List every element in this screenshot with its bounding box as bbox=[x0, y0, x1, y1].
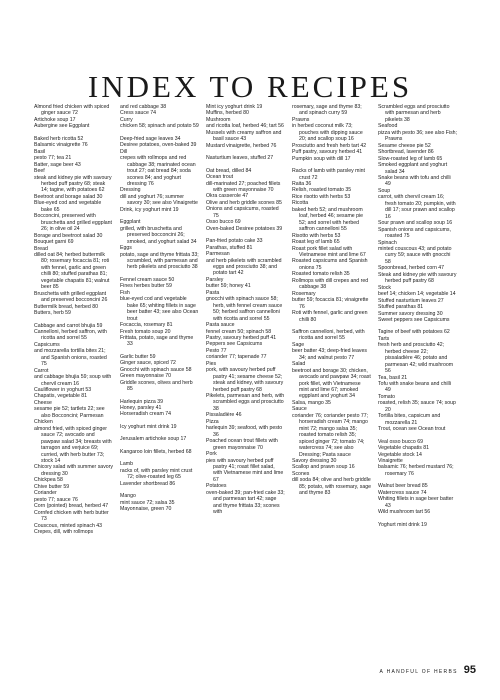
index-entry: harlequin 39; seafood, with pesto 36 bbox=[206, 425, 283, 438]
page-number: 95 bbox=[463, 664, 476, 676]
index-entry: and herb pikelets with scrambled eggs and prosciutto 38; and potato tart 42 bbox=[206, 257, 282, 277]
index-entry: Puff pastry, savoury herbed 41 bbox=[292, 149, 363, 156]
index-entry: Steak and kidney pie with savoury herbed puff pastry 68 bbox=[378, 271, 457, 285]
index-entry: Walnut beer bread 85 bbox=[378, 483, 428, 490]
index-entry: Basil bbox=[34, 148, 46, 155]
index-entry: Baked herb ricotta 52 bbox=[34, 135, 84, 142]
index-entry: Couscous, minted spinach 43 bbox=[34, 522, 103, 529]
index-entry: Spoonbread, herbed corn 47 bbox=[378, 265, 445, 272]
index-entry: oven-baked 39; pan-fried cake 33; and parmesan tart 42; sage and thyme frittata 33; scones with bbox=[206, 489, 285, 516]
index-entry: baked herb 52; and mushroom loaf, herbed 46; sesame pie 52; and sorrel with herbed saffron cannelloni 55 bbox=[292, 206, 364, 233]
index-entry: Eggplant bbox=[120, 219, 141, 226]
index-entry: Mussels with creamy saffron and basil sauce 43 bbox=[206, 129, 282, 143]
index-entry: Pasta sauce bbox=[206, 322, 235, 329]
index-entry: and mozzarella tortilla bites 21; and Spanish onions, roasted 75 bbox=[34, 348, 107, 368]
index-entry: beer batter 43; deep-fried leaves 34; and walnut pesto 77 bbox=[292, 348, 367, 361]
index-entry: Sweet peppers see Capsicums bbox=[378, 316, 450, 323]
index-entry: Green mayonnaise 70 bbox=[120, 373, 172, 380]
index-entry: Pesto 77 bbox=[206, 347, 227, 354]
index-entry: Blue-eyed cod and vegetable bake 65 bbox=[34, 200, 102, 213]
index-column-1 bbox=[34, 104, 113, 664]
index-entry: Saffron cannelloni, herbed, with ricotta and sorrel 55 bbox=[292, 328, 365, 342]
index-entry: Scones bbox=[292, 470, 310, 477]
index-entry: Racks of lamb with parsley mint crust 72 bbox=[292, 168, 365, 181]
index-entry: Seafood bbox=[378, 123, 398, 130]
index-entry: Smoked eggplant and yoghurt salad 34 bbox=[378, 162, 448, 175]
index-entry: Icy yoghurt mint drink 19 bbox=[120, 423, 177, 430]
index-entry: Capsicums bbox=[34, 341, 60, 348]
index-entry: crepes with rollmops and red cabbage 38; marinated ocean trout 27; oat bread 84; soda scones 84; and yoghurt dressing 76 bbox=[120, 155, 196, 187]
index-entry: Prosciutto and fresh herb tart 42 bbox=[292, 142, 367, 149]
index-entry: fresh herb and prosciutto 42; herbed cheese 22; pissaladière 46; potato and parmesan 42; wild mushroom 56 bbox=[378, 342, 454, 375]
index-entry: minted couscous 43; and potato curry 59; sauce with gnocchi 58 bbox=[378, 245, 452, 265]
index-entry: and ricotta loaf, herbed 46; tart 56 bbox=[206, 123, 284, 130]
index-column-3 bbox=[206, 104, 285, 664]
index-entry: grilled, with bruschetta and preserved bocconcini 26; smoked, and yoghurt salad 34 bbox=[120, 225, 197, 245]
index-entry: Tarts bbox=[378, 335, 390, 342]
index-entry: Osso bucco 69 bbox=[206, 219, 241, 226]
index-entry: Scallop and prawn soup 16 bbox=[292, 464, 355, 471]
index-entry: Onions and capsicums, roasted 75 bbox=[206, 206, 279, 219]
index-entry: Watercress sauce 74 bbox=[378, 489, 427, 496]
index-entry: Parathas, stuffed 81 bbox=[206, 244, 253, 251]
index-entry: Dill bbox=[120, 148, 128, 155]
index-entry: fennel cream 50; spinach 58 bbox=[206, 328, 272, 335]
index-entry: pesto 77; sauce 76 bbox=[34, 496, 78, 503]
index-entry: dill-marinated 27; poached fillets with green mayonnaise 70 bbox=[206, 180, 281, 193]
index-entry: Chapatis, vegetable 81 bbox=[34, 393, 88, 400]
index-entry: Mint icy yoghurt drink 19 bbox=[206, 104, 263, 110]
index-entry: Raita 36 bbox=[292, 180, 312, 187]
index-entry: Tortilla bites, capsicum and mozzarella 21 bbox=[378, 413, 441, 426]
index-entry: Okra casserole 47 bbox=[206, 193, 249, 200]
index-entry: Mushroom bbox=[206, 116, 231, 123]
index-entry: Beetroot and borage salad 30 bbox=[34, 193, 103, 200]
index-entry: racks of, with parsley mint crust 72; olive-roasted leg 65 bbox=[120, 467, 193, 481]
index-entry: Dressing bbox=[120, 187, 141, 194]
index-entry: Kangaroo loin fillets, herbed 68 bbox=[120, 448, 192, 455]
index-entry: dilled oat 84; herbed buttermilk 80; rosemary focaccia 81; roti with fennel, garlic and green chilli 80; stuffed parathas 81; vegetable chapatis 81; walnut beer 85 bbox=[34, 251, 110, 291]
index-entry: and cabbage bhujia 59; soup with chervil cream 16 bbox=[34, 374, 112, 387]
index-entry: Cauliflower in yoghurt 53 bbox=[34, 387, 92, 394]
index-entry: Shortbread, lavender 86 bbox=[378, 149, 434, 156]
index-entry: Eggs bbox=[120, 245, 132, 252]
index-entry: Pumpkin soup with dill 17 bbox=[292, 155, 351, 162]
index-entry: Tea, basil 21 bbox=[378, 374, 408, 381]
index-entry: Vegetable stock 14 bbox=[378, 451, 422, 458]
index-entry: Slow-roasted leg of lamb 65 bbox=[378, 155, 443, 162]
index-entry: Spinach bbox=[378, 239, 397, 246]
index-entry: Curry bbox=[120, 116, 133, 123]
index-entry: in herbed coconut milk 73; pouches with dipping sauce 20; and scallop soup 16 bbox=[292, 123, 363, 143]
index-entry: butter 59; honey 41 bbox=[206, 283, 251, 290]
index-entry: Cress sauce 74 bbox=[120, 110, 157, 117]
index-entry: Pan-fried potato cake 33 bbox=[206, 238, 263, 245]
index-entry: Artichoke soup 17 bbox=[34, 116, 76, 123]
index-entry: Pikelets, parmesan and herb, with scrambled eggs and prosciutto 38 bbox=[206, 393, 285, 412]
index-entry: Cabbage and carrot bhujia 59 bbox=[34, 322, 103, 329]
index-entry: Aubergine see Eggplant bbox=[34, 123, 90, 130]
index-entry: Mango bbox=[120, 493, 136, 500]
index-entry: Gnocchi with spinach sauce 58 bbox=[120, 366, 192, 373]
index-entry: Oven-baked Desiree potatoes 39 bbox=[206, 225, 283, 232]
index-entry: pesto 77; tea 21 bbox=[34, 155, 72, 162]
index-entry: gnocchi with spinach sauce 58; herb, with fennel cream sauce 50; herbed saffron cannelloni with ricotta and sorrel 55 bbox=[206, 296, 283, 322]
index-entry: Focaccia, rosemary 81 bbox=[120, 322, 173, 329]
index-entry: balsamic 76; herbed mustard 76; rosemary 76 bbox=[378, 464, 454, 477]
index-entry: Rosemary bbox=[292, 290, 316, 297]
index-entry: Chicken bbox=[34, 419, 53, 426]
index-entry: Salsa, mango 35 bbox=[292, 399, 331, 406]
index-entry: Spanish onions and capsicums, roasted 75 bbox=[378, 226, 451, 240]
index-entry: Cannelloni, herbed saffron, with ricotta and sorrel 55 bbox=[34, 328, 107, 342]
index-entry: Vegetable chapatis 81 bbox=[378, 445, 430, 452]
index-entry: beetroot and borage 30; chicken, avocado and pawpaw 34; roast pork fillet, with Vietnamese mint and lime 67; smoked eggplant and yoghurt 34 bbox=[292, 367, 371, 400]
page-footer bbox=[380, 664, 476, 676]
index-entry: Parsley bbox=[206, 276, 224, 283]
index-entry: Griddle scones, olives and herb 85 bbox=[120, 379, 193, 393]
index-entry: Oat bread, dilled 84 bbox=[206, 167, 252, 174]
index-entry: Peppers see Capsicums bbox=[206, 341, 263, 348]
index-entry: Crepes, dill, with rollmops bbox=[34, 529, 94, 535]
index-entry: Tofu with snake beans and chilli 49 bbox=[378, 381, 451, 394]
index-entry: Poached ocean trout fillets with green mayonnaise 70 bbox=[206, 438, 278, 451]
index-entry: sesame pie 52; tartlets 22; see also Bocconcini; Parmesan bbox=[34, 406, 105, 419]
index-entry: Bread bbox=[34, 245, 48, 252]
index-entry: Balsamic vinaigrette 76 bbox=[34, 142, 88, 149]
index-entry: Harlequin pizza 39 bbox=[120, 398, 163, 405]
index-entry: pies with savoury herbed puff pastry 41; roast fillet salad, with Vietnamese mint and lime 67 bbox=[206, 457, 284, 483]
index-columns bbox=[34, 104, 476, 664]
index-entry: Batter, sage beer 43 bbox=[34, 161, 81, 168]
index-entry: Tagine of beef with potatoes 62 bbox=[378, 329, 450, 336]
index-entry: Pasta bbox=[206, 289, 220, 296]
index-entry: Parmesan bbox=[206, 251, 230, 258]
index-entry: Bouquet garni 69 bbox=[34, 239, 74, 246]
index-entry: Soup bbox=[378, 187, 391, 194]
index-entry: steak and kidney pie with savoury herbed puff pastry 68; steak 14; tagine, with potatoes 62 bbox=[34, 174, 112, 194]
index-entry: Fresh tomato soup 20 bbox=[120, 328, 171, 335]
index-entry: Butters, herb 59 bbox=[34, 310, 71, 317]
index-entry: Frittata, potato, sage and thyme 33 bbox=[120, 334, 194, 348]
index-entry: Deep-fried sage leaves 34 bbox=[120, 135, 181, 142]
index-entry: Almond fried chicken with spiced ginger sauce 72 bbox=[34, 104, 110, 117]
index-entry: Ricotta bbox=[292, 200, 309, 207]
index-entry: Fish bbox=[120, 289, 130, 296]
index-entry: Coriander bbox=[34, 490, 57, 497]
index-entry: Summer savory dressing 30 bbox=[378, 310, 443, 317]
index-entry: coriander 77; tapenade 77 bbox=[206, 354, 267, 361]
index-entry: Muffins, herbed 80 bbox=[206, 110, 249, 117]
index-entry: Fennel cream sauce 50 bbox=[120, 276, 175, 283]
index-entry: blue-eyed cod and vegetable bake 65; whiting fillets in sage beer batter 43; see also Ocean trout bbox=[120, 296, 199, 322]
index-entry: almond fried, with spiced ginger sauce 72; avocado and pawpaw salad 34; breasts with tarragon and verjuice 69; curried, with herb butter 73; stock 14 bbox=[34, 425, 112, 465]
index-entry: Olive and herb griddle scones 85 bbox=[206, 199, 282, 206]
index-column-4 bbox=[292, 104, 371, 664]
index-entry: and red cabbage 38 bbox=[120, 104, 167, 110]
index-entry: Pies bbox=[206, 360, 217, 367]
index-entry: Cheese bbox=[34, 399, 52, 406]
index-entry: Roast pork fillet salad with Vietnamese mint and lime 67 bbox=[292, 245, 366, 258]
index-entry: Veal osso bucco 69 bbox=[378, 438, 423, 445]
index-entry: carrot, with chervil cream 16; fresh tomato 20; pumpkin, with dill 17; sour prawn and scallop 16 bbox=[378, 194, 456, 220]
index-entry: Sauce bbox=[292, 406, 307, 413]
index-entry: Salad bbox=[292, 361, 306, 368]
index-entry: potato, sage and thyme frittata 33; scrambled, with parmesan and herb pikelets and prosciutto 38 bbox=[120, 251, 199, 271]
index-entry: coriander 76; coriander pesto 77; horseradish cream 74; mango mint 72; mango salsa 35; roasted tomato relish 35; spiced ginger 72; tomato 74; watercress 74; see also Dressing; Pasta sauce bbox=[292, 412, 369, 458]
index-entry: Chicory salad with summer savory dressing 30 bbox=[34, 464, 113, 477]
index-entry: Corn (pointed) bread, herbed 47 bbox=[34, 503, 109, 510]
index-entry: Mustard vinaigrette, herbed 76 bbox=[206, 142, 277, 149]
index-entry: Chickpea 58 bbox=[34, 477, 63, 484]
index-entry: Lamb bbox=[120, 461, 133, 468]
index-entry: Relish, roasted tomato 35 bbox=[292, 187, 352, 194]
index-entry: butter 59; focaccia 81; vinaigrette 76 bbox=[292, 297, 369, 310]
index-entry: Whiting fillets in sage beer batter 43 bbox=[378, 496, 454, 509]
index-entry: Stock bbox=[378, 284, 391, 291]
index-entry: Desiree potatoes, oven-baked 39 bbox=[120, 142, 197, 149]
index-entry: Chive butter 59 bbox=[34, 483, 70, 490]
index-entry: Vinaigrette bbox=[378, 458, 403, 465]
index-entry: pizza with pesto 36; see also Fish; Prawns bbox=[378, 129, 457, 143]
index-entry: Yoghurt mint drink 19 bbox=[378, 521, 427, 528]
index-entry: Borage and beetroot salad 30 bbox=[34, 232, 103, 239]
index-entry: Cornfed chicken with herb butter 73 bbox=[34, 509, 109, 523]
index-entry: Sage bbox=[292, 341, 305, 348]
index-entry: Prawns bbox=[292, 116, 310, 123]
index-entry: Roasted capsicums and Spanish onions 75 bbox=[292, 258, 368, 271]
index-entry: dill and yoghurt 76; summer savory 30; see also Vinaigrette bbox=[120, 193, 198, 207]
index-entry: Trout, ocean see Ocean trout bbox=[378, 426, 446, 433]
index-entry: Risotto with herbs 53 bbox=[292, 232, 341, 239]
index-entry: Carrot bbox=[34, 367, 49, 374]
index-entry: Sesame cheese pie 52 bbox=[378, 142, 431, 149]
index-entry: Drink, icy yoghurt mint 19 bbox=[120, 206, 179, 213]
index-column-5 bbox=[378, 104, 457, 664]
index-column-2 bbox=[120, 104, 199, 664]
index-entry: Roast leg of lamb 65 bbox=[292, 239, 340, 246]
index-entry: Wild mushroom tart 56 bbox=[378, 509, 431, 516]
index-entry: Fines herbes butter 59 bbox=[120, 283, 172, 290]
index-entry: Scrambled eggs and prosciutto with parmesan and herb pikelets 38 bbox=[378, 104, 450, 123]
index-entry: roasted, relish 35; sauce 74; soup 20 bbox=[378, 400, 456, 413]
index-entry: Pastry, savoury herbed puff 41 bbox=[206, 334, 277, 341]
index-entry: Buttermilk bread, herbed 80 bbox=[34, 303, 99, 310]
index-entry: Ocean trout bbox=[206, 174, 234, 181]
index-entry: Stuffed nasturtium leaves 27 bbox=[378, 297, 444, 304]
index-entry: Pissaladière 46 bbox=[206, 412, 242, 419]
index-entry: rosemary, sage and thyme 83; and spinach curry 59 bbox=[292, 104, 362, 117]
index-entry: Beef bbox=[34, 168, 45, 175]
index-entry: Stuffed parathas 81 bbox=[378, 304, 424, 311]
index-entry: Horseradish cream 74 bbox=[120, 411, 172, 418]
index-entry: Mayonnaise, green 70 bbox=[120, 506, 172, 513]
index-entry: Pork bbox=[206, 451, 217, 458]
index-entry: Bruschetta with grilled eggplant and preserved bocconcini 26 bbox=[34, 290, 108, 304]
index-entry: beef 14; chicken 14; vegetable 14 bbox=[378, 291, 456, 298]
index-entry: Roti with fennel, garlic and green chilli 80 bbox=[292, 310, 368, 323]
index-entry: Honey, parsley 41 bbox=[120, 405, 162, 412]
index-entry: Jerusalem artichoke soup 17 bbox=[120, 436, 187, 443]
index-entry: chicken 58; spinach and potato 59 bbox=[120, 123, 199, 130]
index-entry: Lavender shortbread 86 bbox=[120, 480, 176, 487]
index-entry: Rice risotto with herbs 53 bbox=[292, 193, 351, 200]
index-entry: Bocconcini, preserved with bruschetta and grilled eggplant 26; in olive oil 24 bbox=[34, 213, 112, 233]
running-title: A HANDFUL OF HERBS bbox=[379, 669, 458, 675]
index-entry: Sour prawn and scallop soup 16 bbox=[378, 220, 453, 227]
index-entry: Garlic butter 59 bbox=[120, 353, 156, 360]
index-entry: Snake beans with tofu and chilli 49 bbox=[378, 174, 451, 188]
index-entry: Rollmops with dill crepes and red cabbage 38 bbox=[292, 277, 369, 291]
index-entry: Ginger sauce, spiced 72 bbox=[120, 360, 176, 367]
index-entry: Roasted tomato relish 35 bbox=[292, 271, 350, 278]
index-entry: Nasturtium leaves, stuffed 27 bbox=[206, 155, 274, 162]
index-entry: Tomato bbox=[378, 393, 396, 400]
index-entry: Pizza bbox=[206, 418, 219, 425]
index-entry: mint sauce 72; salsa 35 bbox=[120, 499, 175, 506]
index-entry: pork, with savoury herbed puff pastry 41; sesame cheese 52; steak and kidney, with savoury herbed puff pastry 68 bbox=[206, 367, 284, 393]
index-entry: Savory dressing 30 bbox=[292, 458, 337, 465]
index-entry: Potatoes bbox=[206, 483, 227, 490]
index-entry: dill soda 84; olive and herb griddle 85; potato, with rosemary, sage and thyme 83 bbox=[292, 477, 371, 497]
page-title: INDEX TO RECIPES bbox=[87, 68, 413, 104]
